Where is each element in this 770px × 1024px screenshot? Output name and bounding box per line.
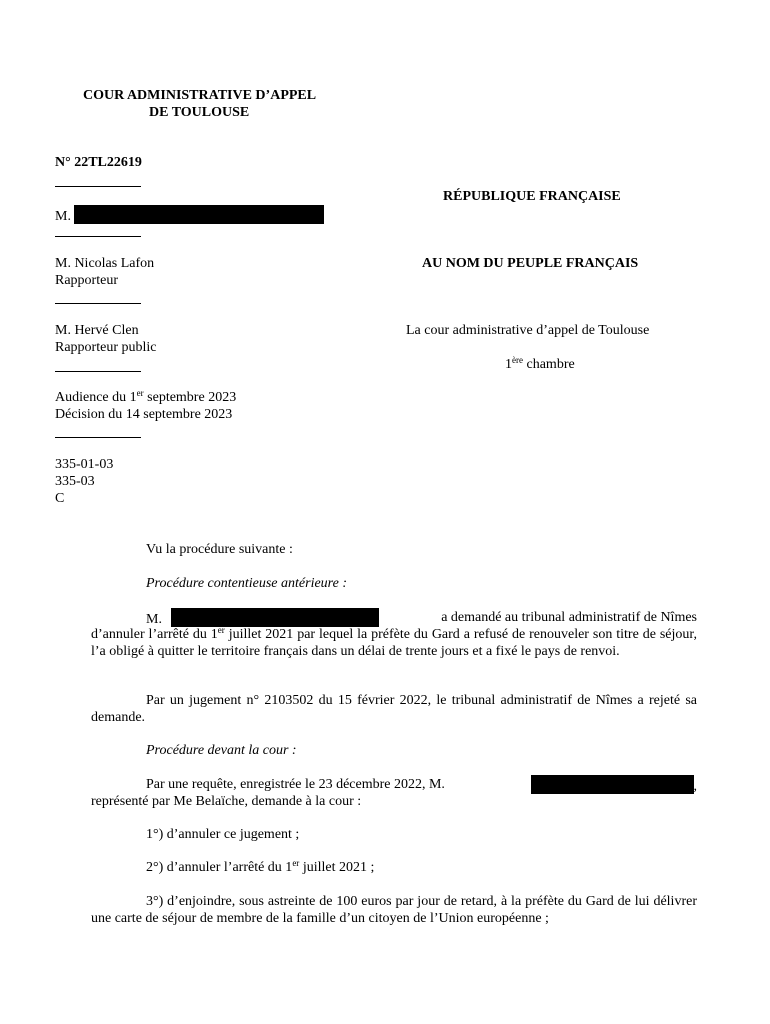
court-statement: La cour administrative d’appel de Toulouse	[406, 323, 650, 338]
classification-code-1: 335-01-03	[55, 457, 114, 472]
court-name-line1: COUR ADMINISTRATIVE D’APPEL	[83, 88, 317, 103]
section-heading-appeal: Procédure devant la cour :	[146, 743, 297, 758]
chamber: 1ère chambre	[505, 355, 575, 372]
procedure-intro: Vu la procédure suivante :	[146, 542, 293, 557]
hearing-date: Audience du 1er septembre 2023	[55, 388, 237, 405]
separator-rule	[55, 236, 141, 237]
section-heading-prior: Procédure contentieuse antérieure :	[146, 576, 347, 591]
party-line	[55, 205, 324, 225]
conclusion-1: 1°) d’annuler ce jugement ;	[146, 827, 300, 842]
classification-code-3: C	[55, 491, 65, 506]
classification-code-2: 335-03	[55, 474, 95, 489]
separator-rule	[55, 437, 141, 438]
republic-heading: RÉPUBLIQUE FRANÇAISE	[443, 189, 621, 204]
case-number: N° 22TL22619	[55, 155, 142, 170]
people-heading: AU NOM DU PEUPLE FRANÇAIS	[422, 256, 639, 271]
public-rapporteur-role: Rapporteur public	[55, 340, 157, 355]
paragraph-judgment: Par un jugement n° 2103502 du 15 février 2022, le tribunal administratif de Nîmes a rejeté sa demande.	[91, 693, 697, 725]
decision-date: Décision du 14 septembre 2023	[55, 407, 233, 422]
separator-rule	[55, 303, 141, 304]
rapporteur-role: Rapporteur	[55, 273, 118, 288]
rapporteur-name: M. Nicolas Lafon	[55, 256, 155, 271]
conclusion-2: 2°) d’annuler l’arrêté du 1er juillet 2021 ;	[146, 858, 375, 875]
separator-rule	[55, 186, 141, 187]
paragraph-appeal: Par une requête, enregistrée le 23 décembre 2022, M. , représenté par Me Belaïche, demande à la cour :	[91, 776, 697, 810]
redaction-bar	[171, 608, 379, 627]
conclusion-3: 3°) d’enjoindre, sous astreinte de 100 euros par jour de retard, à la préfète du Gard de lui délivrer une carte de séjour de membre de la famille d’un citoyen de l’Union européenne ;	[91, 894, 697, 926]
paragraph-request: M. a demandé au tribunal administratif de Nîmes d’annuler l’arrêté du 1er juillet 2021 par lequel la préfète du Gard a refusé de renouveler son titre de séjour, l’a obligé à quitter le territoire français dans un délai de trente jours et a fixé le pays de renvoi.	[91, 609, 697, 660]
separator-rule	[55, 371, 141, 372]
public-rapporteur-name: M. Hervé Clen	[55, 323, 139, 338]
redaction-bar	[531, 775, 694, 794]
redaction-bar	[74, 205, 324, 224]
court-name-line2: DE TOULOUSE	[149, 105, 250, 120]
party-prefix: M.	[55, 209, 71, 224]
